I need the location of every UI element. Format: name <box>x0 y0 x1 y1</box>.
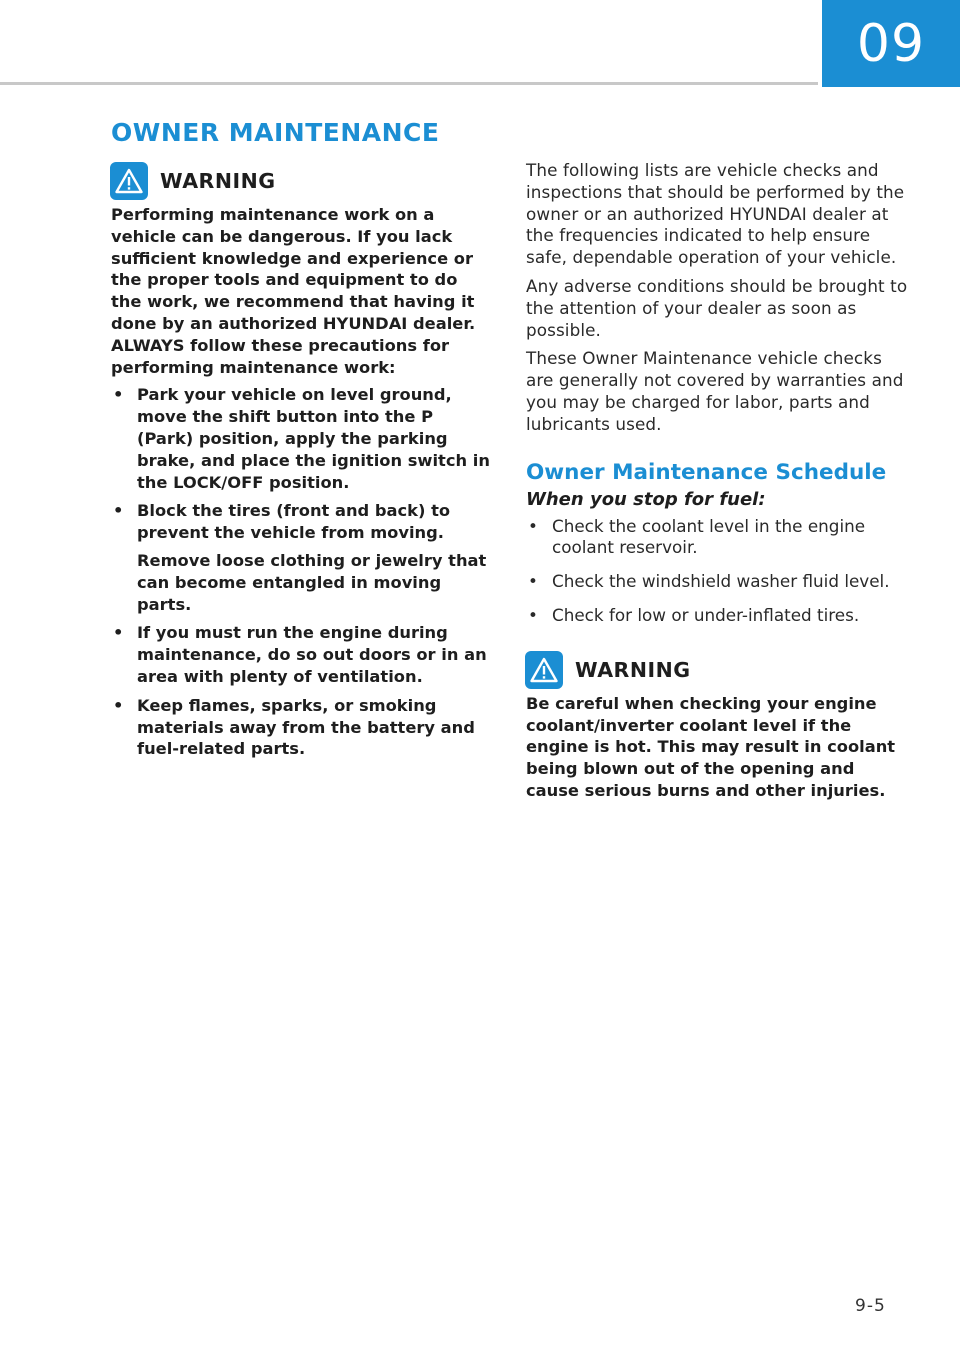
list-item <box>111 384 491 493</box>
list-item-text: Check the coolant level in the engine coolant reservoir. <box>552 515 866 558</box>
bullet-mark: • <box>113 501 124 521</box>
bullet-mark: • <box>528 604 538 625</box>
page-number: 9-5 <box>855 1296 886 1316</box>
body-paragraph: These Owner Maintenance vehicle checks are generally not covered by warranties and you may be charged for labor, parts and lubricants used. <box>526 348 904 434</box>
list-item <box>526 571 912 593</box>
bullet-mark: • <box>528 571 538 592</box>
fuel-check-list <box>526 516 912 627</box>
warning-intro: Performing maintenance work on a vehicle can be dangerous. If you lack sufficient knowledge and experience or the proper tools and equipment to do the work, we recommend that having it done by an authorized HYUNDAI dealer. ALWAYS follow these precautions for performing maintenance work: <box>111 205 476 377</box>
warning-triangle-icon <box>525 651 563 689</box>
list-item-text: Block the tires (front and back) to prevent the vehicle from moving. <box>137 501 451 543</box>
bullet-mark: • <box>113 623 124 643</box>
precaution-list <box>111 384 491 760</box>
body-paragraph: The following lists are vehicle checks and inspections that should be performed by the owner or an authorized HYUNDAI dealer at the frequencies indicated to help ensure safe, dependable operation of your vehicle. <box>526 160 905 268</box>
list-item <box>111 695 491 760</box>
list-item-text: Park your vehicle on level ground, move the shift button into the P (Park) position, apply the parking brake, and place the ignition switch in the LOCK/OFF position. <box>137 385 490 492</box>
list-item-text: If you must run the engine during maintenance, do so out doors or in an area with plenty of ventilation. <box>137 623 487 686</box>
chapter-tab <box>822 0 960 87</box>
warning-header <box>525 649 912 691</box>
fuel-stop-title: When you stop for fuel: <box>526 488 766 510</box>
list-item-extra: Remove loose clothing or jewelry that can become entangled in moving parts. <box>137 550 487 614</box>
warning-label: WARNING <box>575 657 691 682</box>
right-column <box>526 160 912 802</box>
list-item-text: Check for low or under-inflated tires. <box>552 604 860 625</box>
warning-text: Be careful when checking your engine coolant/inverter coolant level if the engine is hot. This may result in coolant being blown out of the opening and cause serious burns and other injuries. <box>526 693 896 800</box>
list-item <box>526 516 912 560</box>
section-title: OWNER MAINTENANCE <box>111 118 440 147</box>
header-rule <box>0 82 818 85</box>
left-column <box>111 160 491 767</box>
warning-label: WARNING <box>160 169 276 193</box>
list-item-text: Check the windshield washer fluid level. <box>552 571 890 592</box>
list-item <box>111 500 491 615</box>
list-item <box>111 622 491 687</box>
schedule-title: Owner Maintenance Schedule <box>526 459 887 485</box>
body-paragraph: Any adverse conditions should be brought to the attention of your dealer as soon as possible. <box>526 275 908 340</box>
warning-header <box>110 160 491 202</box>
bullet-mark: • <box>113 385 124 405</box>
bullet-mark: • <box>528 515 538 536</box>
list-item <box>526 605 912 627</box>
bullet-mark: • <box>113 695 124 715</box>
coolant-warning <box>526 649 912 802</box>
list-item-text: Keep flames, sparks, or smoking materials away from the battery and fuel-related parts. <box>137 695 475 759</box>
chapter-number: 09 <box>856 13 926 74</box>
warning-triangle-icon <box>110 162 148 200</box>
